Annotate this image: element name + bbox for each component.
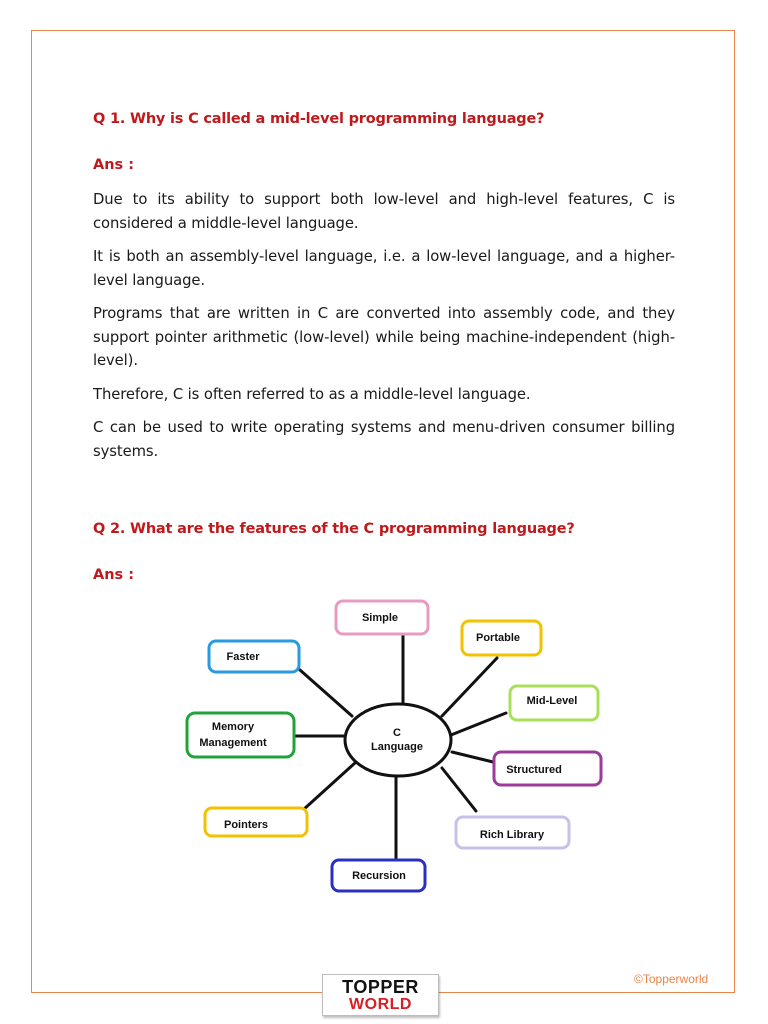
answer-1-body	[93, 188, 675, 473]
connector-pointers	[303, 762, 356, 810]
feature-node-faster	[209, 641, 299, 672]
node-label-simple: Simple	[361, 612, 399, 624]
connector-faster	[300, 670, 352, 716]
feature-node-memory-management	[187, 713, 294, 757]
connector-portable	[442, 658, 497, 716]
node-label-recursion: Recursion	[352, 870, 406, 882]
node-label-rich-library: Rich Library	[479, 829, 545, 841]
node-label-portable: Portable	[475, 632, 521, 644]
question-1-title: Q 1. Why is C called a mid-level programming language?	[93, 111, 545, 127]
node-label-memory-management-line-2: Management	[199, 737, 267, 749]
feature-node-mid-level	[510, 686, 598, 720]
connector-rich-library	[442, 768, 476, 811]
topperworld-logo	[322, 974, 439, 1016]
node-label-mid-level: Mid-Level	[526, 695, 578, 707]
logo-text-top: TOPPER	[342, 977, 419, 997]
question-2-title: Q 2. What are the features of the C programming language?	[93, 521, 575, 537]
node-label-structured: Structured	[506, 764, 562, 776]
feature-node-structured	[494, 752, 601, 785]
connector-structured	[452, 752, 493, 762]
feature-node-pointers	[205, 808, 307, 836]
answer-2-label: Ans :	[93, 567, 135, 583]
center-ellipse	[345, 704, 451, 776]
logo-text-bottom: WORLD	[349, 996, 412, 1013]
feature-node-rich-library	[456, 817, 569, 848]
answer-1-label: Ans :	[93, 157, 135, 173]
node-label-memory-management-line-1: Memory	[211, 721, 255, 733]
answer-1-paragraph: C can be used to write operating systems and menu-driven consumer billing systems.	[93, 419, 675, 460]
answer-1-paragraph: Programs that are written in C are converted into assembly code, and they support pointer arithmetic (low-level) while being machine-independent (high-level).	[93, 305, 675, 369]
node-label-faster: Faster	[226, 651, 260, 663]
answer-1-paragraph: Due to its ability to support both low-level and high-level features, C is considered a middle-level language.	[93, 191, 675, 232]
answer-1-paragraph: Therefore, C is often referred to as a middle-level language.	[93, 385, 531, 403]
connector-mid-level	[451, 713, 506, 735]
feature-node-simple	[336, 601, 428, 634]
copyright-text: ©Topperworld	[634, 972, 709, 986]
feature-node-recursion	[332, 860, 425, 891]
c-features-diagram	[176, 596, 616, 896]
center-label-line-2: Language	[371, 741, 423, 753]
node-box-memory-management	[187, 713, 294, 757]
center-label-line-1: C	[393, 727, 401, 739]
diagram-svg	[176, 596, 616, 896]
node-label-pointers: Pointers	[223, 819, 269, 831]
answer-1-paragraph: It is both an assembly-level language, i.e. a low-level language, and a higher-level language.	[93, 248, 675, 289]
feature-node-portable	[462, 621, 541, 655]
